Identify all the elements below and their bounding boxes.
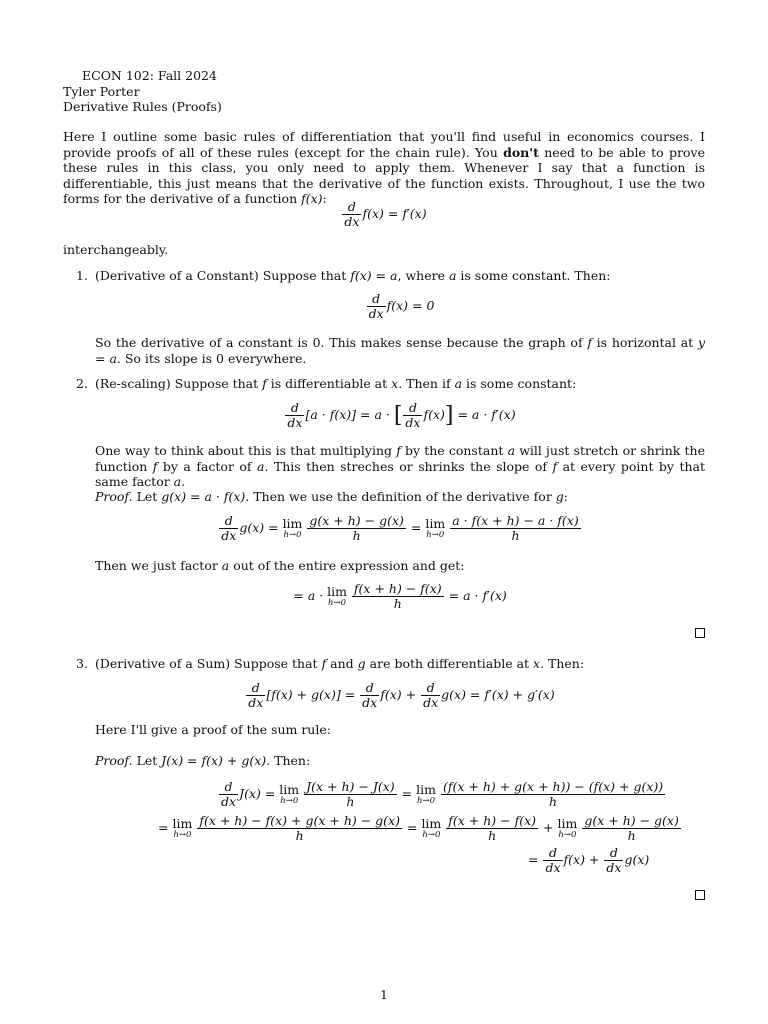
qed-square xyxy=(695,890,705,900)
intro-paragraph: Here I outline some basic rules of differentiation that you'll find useful in economics courses. I provide proofs of all of these rules (except for the chain rule). You don't need to be able to prove these rules in this class, you only need to apply them. Whenever I say that a function is differentiable, this just means that the derivative of the function exists. Throughout, I use the two forms for the derivative of a function f(x): xyxy=(63,129,706,206)
qed-square xyxy=(695,628,705,638)
item1-explanation: So the derivative of a constant is 0. This makes sense because the graph of f is horizontal at y = a. So its slope is 0 everywhere. xyxy=(95,335,705,366)
item3-proof-intro: Proof. Let J(x) = f(x) + g(x). Then: xyxy=(95,753,311,768)
interchangeably-text: interchangeably. xyxy=(63,242,169,257)
equation-rescaling-proof-2: = a · lim h→0 $\frac{f(x + h) - f(x)}{h}$ = a · f′(x) xyxy=(293,581,507,611)
equation-sum-proof-line2: = lim h→0 $\frac{f(x + h) - f(x) + g(x + h) - g(x)}{h}$ = lim h→0 $\frac{f(x + h) - f(x)}{h}$ + lim h→0 $\frac{g(x + h) - g(x)}{h}$ xyxy=(158,813,679,843)
item2-explanation: One way to think about this is that multiplying f by the constant a will just stretch or shrink the function f by a factor of a. This then streches or shrinks the slope of f at every point by that same factor a. xyxy=(95,443,705,489)
emphasis-dont: don't xyxy=(503,144,539,160)
item-number: 1. xyxy=(76,268,88,283)
doc-title: Derivative Rules (Proofs) xyxy=(63,99,222,114)
proof-label: Proof. xyxy=(95,489,133,504)
equation-rescaling-proof-1: $\frac{d}{dx}$ g(x) = lim h→0 $\frac{g(x + h) - g(x)}{h}$ = lim h→0 $\frac{a \cdot f(x + h) - a \cdot f(x)}{h}$ xyxy=(221,513,579,543)
item2-statement: (Re-scaling) Suppose that f is differentiable at x. Then if a is some constant: xyxy=(95,376,577,391)
equation-sum-proof-line1: $\frac{d}{dx}$ J(x) = lim h→0 $\frac{J(x + h) - J(x)}{h}$ = lim h→0 $\frac{(f(x + h) + g(x + h)) - (f(x) + g(x))}{h}$ xyxy=(221,779,664,809)
equation-sum-rule: $\frac{d}{dx}$ [f(x) + g(x)] = $\frac{d}{dx}$ f(x) + $\frac{d}{dx}$ g(x) = f′(x) + g′(x) xyxy=(248,680,555,710)
equation-derivative-notation: $\frac{d}{dx}$ f(x) = f′(x) xyxy=(344,199,427,229)
item-number: 3. xyxy=(76,656,88,671)
item2-factor-text: Then we just factor a out of the entire expression and get: xyxy=(95,558,465,573)
item3-intro: Here I'll give a proof of the sum rule: xyxy=(95,722,331,737)
item2-proof-intro: Proof. Let g(x) = a · f(x). Then we use the definition of the derivative for g: xyxy=(95,489,569,504)
equation-constant-rule: $\frac{d}{dx}$ f(x) = 0 xyxy=(368,291,435,321)
equation-rescaling-rule: $\frac{d}{dx}$ [a · f(x)] = a · [ $\frac{d}{dx}$ f(x)] = a · f′(x) xyxy=(287,400,516,430)
course-line: ECON 102: Fall 2024 xyxy=(82,68,217,83)
author-line: Tyler Porter xyxy=(63,84,140,99)
item3-statement: (Derivative of a Sum) Suppose that f and g are both differentiable at x. Then: xyxy=(95,656,585,671)
proof-label: Proof. xyxy=(95,753,133,768)
equation-sum-proof-line3: = $\frac{d}{dx}$ f(x) + $\frac{d}{dx}$ g(x) xyxy=(528,845,650,875)
item1-statement: (Derivative of a Constant) Suppose that f(x) = a, where a is some constant. Then: xyxy=(95,268,611,283)
item-number: 2. xyxy=(76,376,88,391)
page-number: 1 xyxy=(380,987,388,1002)
